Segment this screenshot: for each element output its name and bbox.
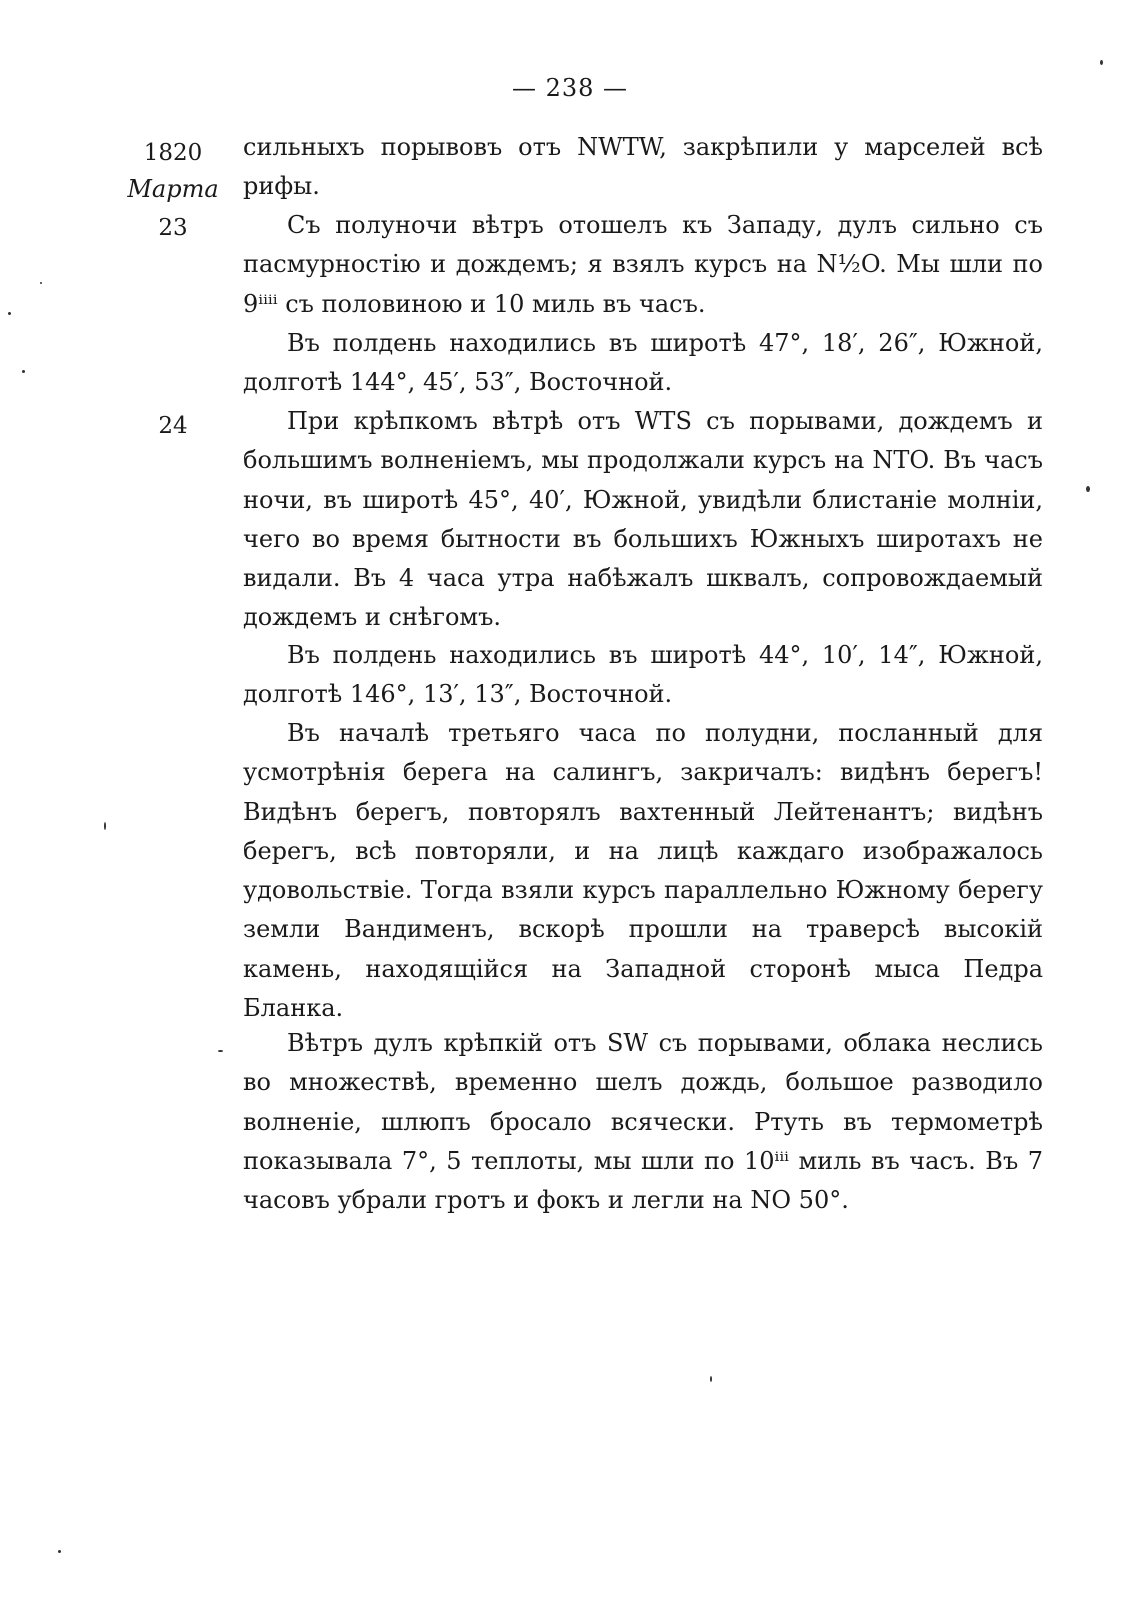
margin-month: Марта: [127, 175, 219, 203]
scan-speck: [8, 312, 11, 315]
body-text: [243, 714, 1043, 1028]
scan-speck: [22, 370, 25, 373]
margin-year: 1820: [143, 140, 203, 166]
paragraph: Въ полдень находились въ широтѣ 47°, 18′, 26″, Южной, долготѣ 144°, 45′, 53″, Восточной.: [243, 329, 1043, 397]
paragraph: При крѣпкомъ вѣтрѣ отъ WTS съ порывами, дождемъ и большимъ волненіемъ, мы продолжали курсъ на NTO. Въ часъ ночи, въ широтѣ 45°, 40′, Южной, увидѣли блистаніе молніи, чего во время бытности въ большихъ Южныхъ широтахъ не видали. Въ 4 часа утра набѣжалъ шквалъ, сопровождаемый дождемъ и снѣгомъ.: [243, 407, 1043, 632]
scan-speck: [104, 822, 106, 830]
body-text: [243, 402, 1043, 638]
page-number: — 238 —: [511, 74, 629, 102]
scan-speck: [218, 1050, 223, 1052]
body-text: [243, 636, 1043, 715]
body-text: [243, 128, 1043, 207]
paragraph: Въ полдень находились въ широтѣ 44°, 10′, 14″, Южной, долготѣ 146°, 13′, 13″, Восточной.: [243, 641, 1043, 709]
body-text: [243, 1024, 1043, 1220]
paragraph: Вѣтръ дулъ крѣпкій отъ SW съ порывами, облака неслись во множествѣ, временно шелъ дождь, большое разводило волненіе, шлюпъ бросало всячески. Ртуть въ термометрѣ показывала 7°, 5 теплоты, мы шли по 10ⁱⁱⁱ миль въ часъ. Въ 7 часовъ убрали гротъ и фокъ и легли на NO 50°.: [243, 1029, 1043, 1215]
paragraph: Съ полуночи вѣтръ отошелъ къ Западу, дулъ сильно съ пасмурностію и дождемъ; я взялъ курсъ на N½O. Мы шли по 9ⁱⁱⁱⁱ съ половиною и 10 миль въ часъ.: [243, 211, 1043, 318]
margin-day-24: 24: [158, 413, 188, 439]
scan-speck: [1100, 60, 1103, 65]
paragraph: Въ началѣ третьяго часа по полудни, посланный для усмотрѣнія берега на салингъ, закричалъ: видѣнъ берегъ! Видѣнъ берегъ, повторялъ вахтенный Лейтенантъ; видѣнъ берегъ, всѣ повторяли, и на лицѣ каждаго изображалось удовольствіе. Тогда взяли курсъ параллельно Южному берегу земли Вандименъ, вскорѣ прошли на траверсѣ высокій камень, находящійся на Западной сторонѣ мыса Педра Бланка.: [243, 719, 1043, 1023]
scan-speck: [58, 1550, 61, 1553]
paragraph: сильныхъ порывовъ отъ NWTW, закрѣпили у марселей всѣ рифы.: [243, 133, 1043, 201]
scan-speck: [1086, 486, 1090, 492]
body-text: [243, 206, 1043, 324]
scan-speck: [710, 1376, 712, 1382]
margin-day-23: 23: [158, 215, 188, 241]
body-text: [243, 324, 1043, 403]
scan-speck: [40, 282, 42, 284]
